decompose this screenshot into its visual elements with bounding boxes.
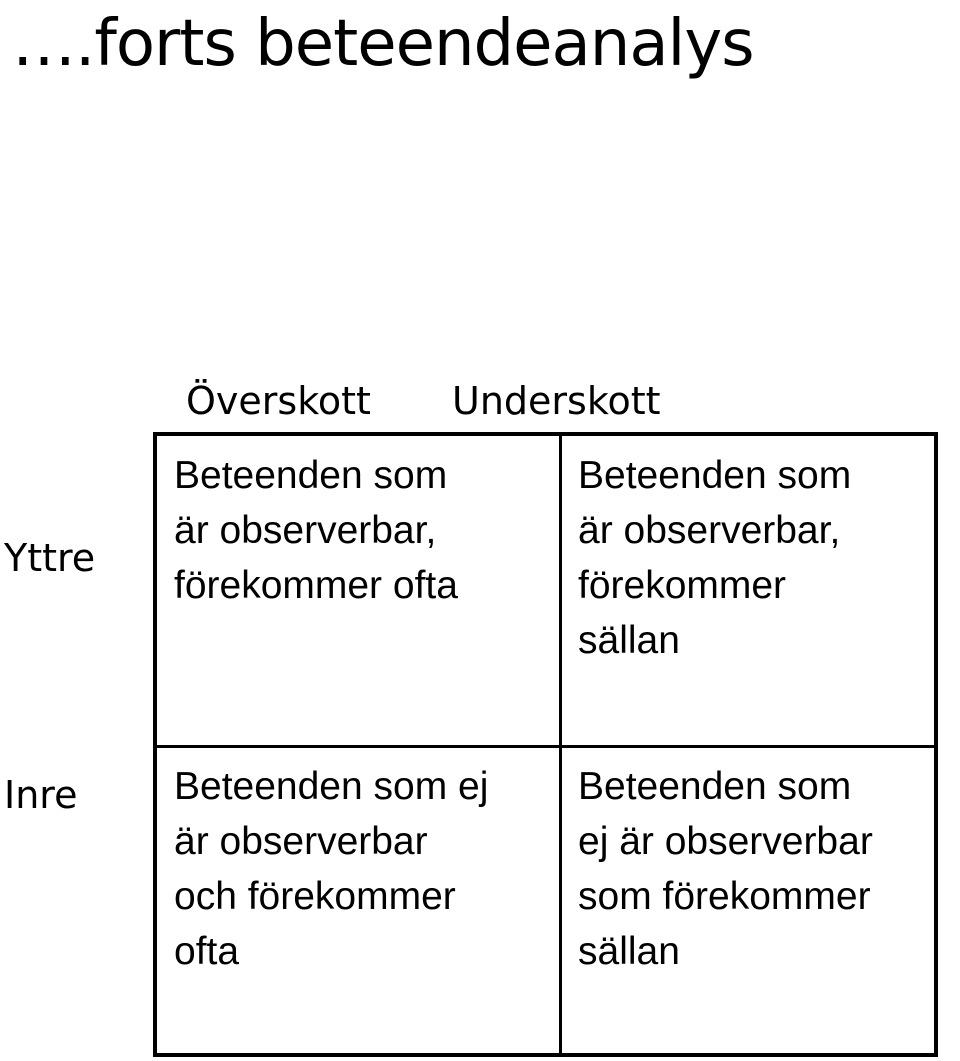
cell-inre-underskott: Beteenden som ej är observerbar som förekommer sällan xyxy=(578,765,873,973)
matrix-horizontal-divider xyxy=(157,745,934,748)
column-header-underskott: Underskott xyxy=(452,379,661,423)
row-header-yttre: Yttre xyxy=(4,536,96,580)
cell-yttre-underskott: Beteenden som är observerbar, förekommer sällan xyxy=(578,454,852,662)
behavior-matrix xyxy=(153,432,938,1057)
row-header-inre: Inre xyxy=(4,773,78,817)
cell-yttre-overskott: Beteenden som är observerbar, förekommer ofta xyxy=(174,454,458,607)
cell-inre-overskott: Beteenden som ej är observerbar och förekommer ofta xyxy=(174,765,489,973)
page-title: ….forts beteendeanalys xyxy=(12,7,754,81)
column-header-overskott: Överskott xyxy=(186,379,371,423)
